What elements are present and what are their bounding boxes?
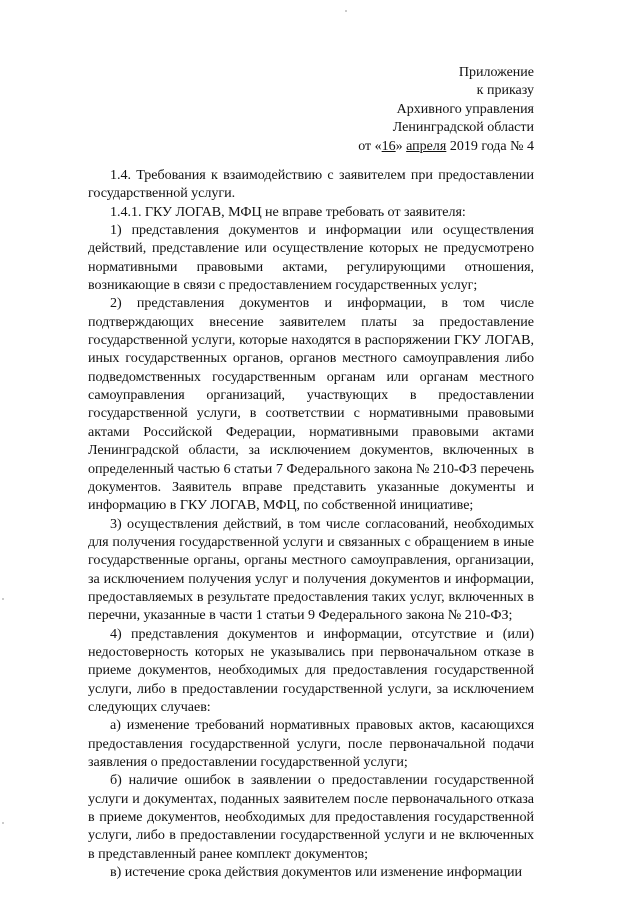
scan-speck (2, 598, 4, 600)
appendix-line-2: к приказу (476, 83, 534, 99)
paragraph-item-a: а) изменение требований нормативных правовых актов, касающихся предоставления государственной услуги, после первоначальной подачи заявления о предоставлении государственной услуги; (88, 717, 534, 770)
date-mid: » (395, 138, 407, 154)
paragraph-item-3: 3) осуществления действий, в том числе согласований, необходимых для получения государственной услуги и связанных с обращением в иные государственные органы, органы местного самоуправления, организации, за исключением получения услуг и получения документов и информации, предоставляемых в результате предоставления таких услуг, включенных в перечни, указанные в части 1 статьи 9 Федерального закона № 210-ФЗ; (88, 515, 534, 624)
paragraph-item-4: 4) представления документов и информации, отсутствие и (или) недостоверность которых не указывались при первоначальном отказе в приеме документов, необходимых для предоставления государственной услуги, либо в предоставлении государственной услуги, за исключением следующих случаев: (88, 625, 534, 715)
scan-speck (345, 10, 347, 12)
appendix-line-3: Архивного управления (396, 101, 534, 117)
paragraph-item-2: 2) представления документов и информации, в том числе подтверждающих внесение заявителем платы за предоставление государственной услуги, которые находятся в распоряжении ГКУ ЛОГАВ, иных государственных органов, органов местного самоуправления либо подведомственных государственным органам или органам местного самоуправления организаций, участвующих в предоставлении государственной услуги, в соответствии с нормативными правовыми актами Российской Федерации, нормативными правовыми актами Ленинградской области, за исключением документов, включенных в определенный частью 6 статьи 7 Федерального закона № 210-ФЗ перечень документов. Заявитель вправе представить указанные документы и информацию в ГКУ ЛОГАВ, МФЦ, по собственной инициативе; (88, 295, 534, 514)
appendix-line-4: Ленинградской области (392, 120, 534, 136)
scan-speck (2, 822, 4, 824)
document-body (88, 166, 534, 881)
date-suffix: 2019 года № 4 (446, 138, 534, 154)
date-prefix: от « (358, 138, 382, 154)
paragraph-item-1: 1) представления документов и информации или осуществления действий, представление или осуществление которых не предусмотрено нормативными правовыми актами, регулирующими отношения, возникающие в связи с предоставлением государственных услуг; (88, 222, 534, 294)
paragraph-item-v: в) истечение срока действия документов или изменение информации (110, 864, 522, 881)
paragraph-item-b: б) наличие ошибок в заявлении о предоставлении государственной услуги и документах, поданных заявителем после первоначального отказа в приеме документов, необходимых для предоставления государственной услуги, либо в предоставлении государственной услуги и не включенных в представленный ранее комплект документов; (88, 772, 534, 862)
paragraph-1-4: 1.4. Требования к взаимодействию с заявителем при предоставлении государственной услуги. (88, 167, 534, 202)
paragraph-1-4-1: 1.4.1. ГКУ ЛОГАВ, МФЦ не вправе требовать от заявителя: (110, 203, 466, 220)
appendix-header (358, 64, 534, 156)
date-month: апреля (406, 138, 447, 154)
date-day: 16 (381, 138, 396, 154)
appendix-line-1: Приложение (458, 65, 534, 80)
appendix-date-line (358, 138, 534, 156)
